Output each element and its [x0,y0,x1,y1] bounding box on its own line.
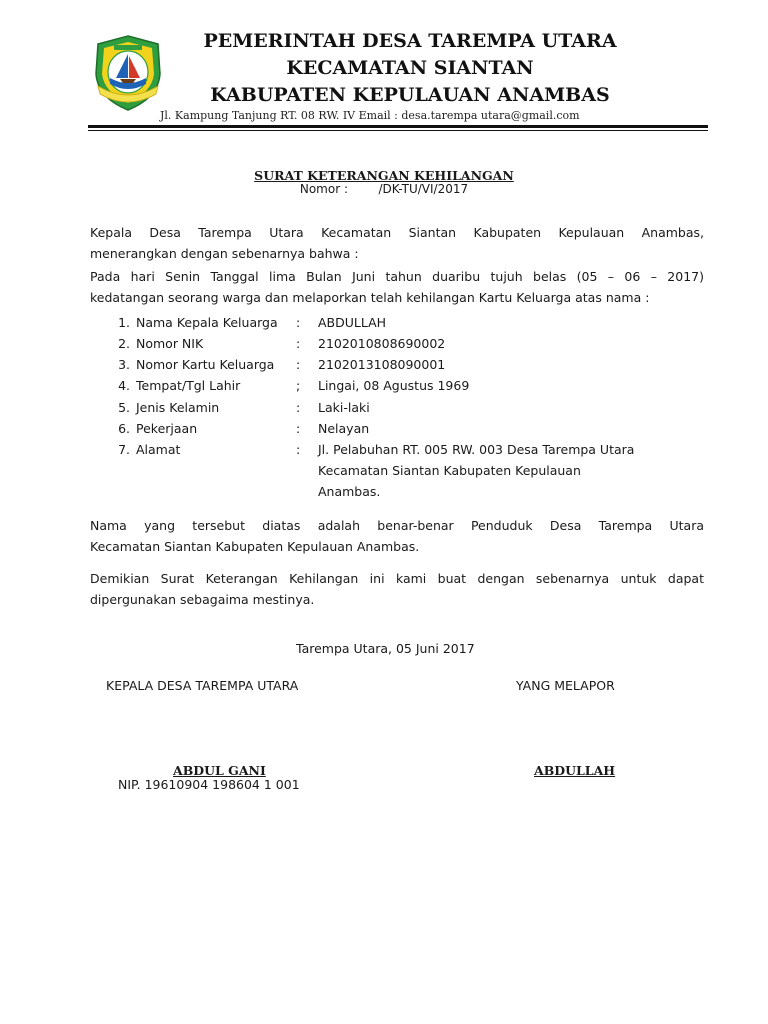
place-date: Tarempa Utara, 05 Juni 2017 [296,641,475,656]
detail-label: Nomor Kartu Keluarga [136,357,275,372]
detail-separator: : [296,357,301,372]
detail-number: 1. [118,315,130,330]
header-government: PEMERINTAH DESA TAREMPA UTARA [203,30,617,52]
detail-value: 2102010808690002 [318,336,446,351]
event-line-2: kedatangan seorang warga dan melaporkan telah kehilangan Kartu Keluarga atas nama : [90,290,650,305]
detail-separator: : [296,315,301,330]
detail-label: Pekerjaan [136,421,198,436]
signer-right-name: ABDULLAH [534,763,616,778]
signer-right-title: YANG MELAPOR [516,678,615,693]
detail-label: Jenis Kelamin [136,400,220,415]
detail-value: ABDULLAH [318,315,387,330]
signer-left-title: KEPALA DESA TAREMPA UTARA [106,678,299,693]
detail-separator: ; [296,378,301,393]
detail-value: 2102013108090001 [318,357,446,372]
detail-label: Tempat/Tgl Lahir [136,378,241,393]
document-title: SURAT KETERANGAN KEHILANGAN [254,168,514,183]
statement-line-1: Nama yang tersebut diatas adalah benar-benar Penduduk Desa Tarempa Utara [90,518,704,533]
intro-line-2: menerangkan dengan sebenarnya bahwa : [90,246,359,261]
detail-separator: : [296,421,301,436]
detail-value: Laki-laki [318,400,370,415]
closing-line-2: dipergunakan sebagaima mestinya. [90,592,315,607]
detail-number: 5. [118,400,130,415]
detail-separator: : [296,442,301,457]
header-rule-thick [88,125,708,128]
detail-number: 6. [118,421,130,436]
statement-paragraph [90,515,704,557]
detail-value: Jl. Pelabuhan RT. 005 RW. 003 Desa Tarempa Utara [318,442,635,457]
closing-paragraph [90,568,704,610]
header-rule-thin [88,130,708,131]
detail-number: 2. [118,336,130,351]
event-line-1: Pada hari Senin Tanggal lima Bulan Juni tahun duaribu tujuh belas (05 – 06 – 2017) [90,269,704,284]
intro-paragraph [90,222,704,264]
address-line-3: Anambas. [318,484,381,499]
detail-value: Lingai, 08 Agustus 1969 [318,378,470,393]
detail-number: 7. [118,442,130,457]
header-district: KECAMATAN SIANTAN [286,57,534,79]
detail-number: 4. [118,378,130,393]
detail-label: Alamat [136,442,181,457]
detail-value: Nelayan [318,421,370,436]
header-regency: KABUPATEN KEPULAUAN ANAMBAS [210,84,610,106]
intro-line-1: Kepala Desa Tarempa Utara Kecamatan Siantan Kabupaten Kepulauan Anambas, [90,225,704,240]
signer-left-name: ABDUL GANI [173,763,266,778]
detail-label: Nama Kepala Keluarga [136,315,278,330]
document-number: Nomor : /DK-TU/VI/2017 [299,182,469,196]
closing-line-1: Demikian Surat Keterangan Kehilangan ini kami buat dengan sebenarnya untuk dapat [90,571,704,586]
detail-separator: : [296,336,301,351]
detail-label: Nomor NIK [136,336,204,351]
detail-separator: : [296,400,301,415]
detail-number: 3. [118,357,130,372]
event-paragraph [90,266,704,308]
address-line-2: Kecamatan Siantan Kabupaten Kepulauan [318,463,581,478]
statement-line-2: Kecamatan Siantan Kabupaten Kepulauan Anambas. [90,539,420,554]
header-address: Jl. Kampung Tanjung RT. 08 RW. IV Email : desa.tarempa utara@gmail.com [160,109,580,122]
signer-left-nip: NIP. 19610904 198604 1 001 [118,777,300,792]
